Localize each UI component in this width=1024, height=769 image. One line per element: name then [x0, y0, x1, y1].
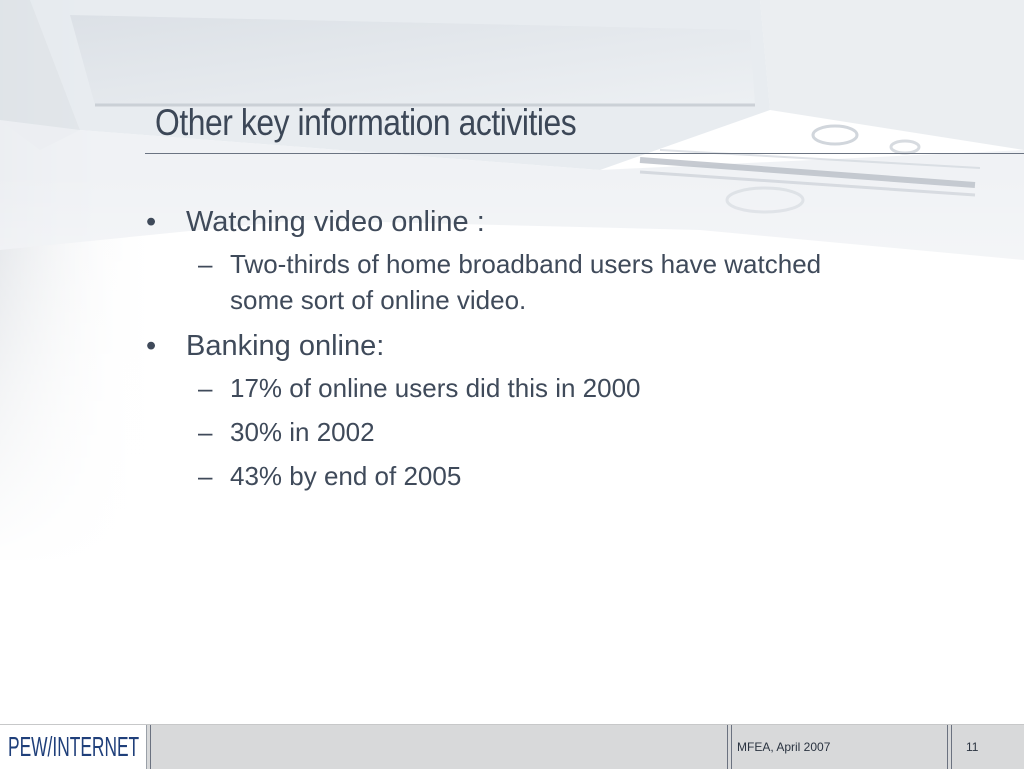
bullet-text: Watching video online : [186, 206, 485, 238]
sub-bullet-marker: – [198, 373, 213, 403]
slide-title: Other key information activities [155, 102, 577, 143]
footer-divider [947, 725, 948, 769]
sub-bullet-item [140, 414, 900, 450]
sub-bullet-item [140, 246, 900, 318]
sub-bullet-text: 30% in 2002 [230, 417, 375, 447]
footer-divider [731, 725, 732, 769]
pew-internet-logo: PEW/INTERNET [8, 731, 140, 762]
slide-footer [0, 724, 1024, 769]
slide-content [140, 202, 900, 502]
page-number: 11 [966, 740, 979, 754]
footer-event-label: MFEA, April 2007 [737, 740, 831, 754]
footer-divider [727, 725, 728, 769]
footer-divider [951, 725, 952, 769]
sub-bullet-marker: – [198, 417, 213, 447]
sub-bullet-text: 17% of online users did this in 2000 [230, 373, 641, 403]
sub-bullet-text: Two-thirds of home broadband users have watched some sort of online video. [230, 249, 822, 315]
bullet-text: Banking online: [186, 330, 385, 362]
title-divider [145, 153, 1024, 154]
footer-divider [150, 725, 151, 769]
sub-bullet-marker: – [198, 461, 213, 491]
sub-bullet-marker: – [198, 249, 213, 279]
sub-bullet-item [140, 370, 900, 406]
bullet-marker: • [146, 330, 157, 362]
logo-container [0, 725, 147, 769]
sub-bullet-item [140, 458, 900, 494]
sub-bullet-text: 43% by end of 2005 [230, 461, 462, 491]
bullet-item [140, 202, 900, 242]
bullet-marker: • [146, 206, 157, 238]
bullet-item [140, 326, 900, 366]
